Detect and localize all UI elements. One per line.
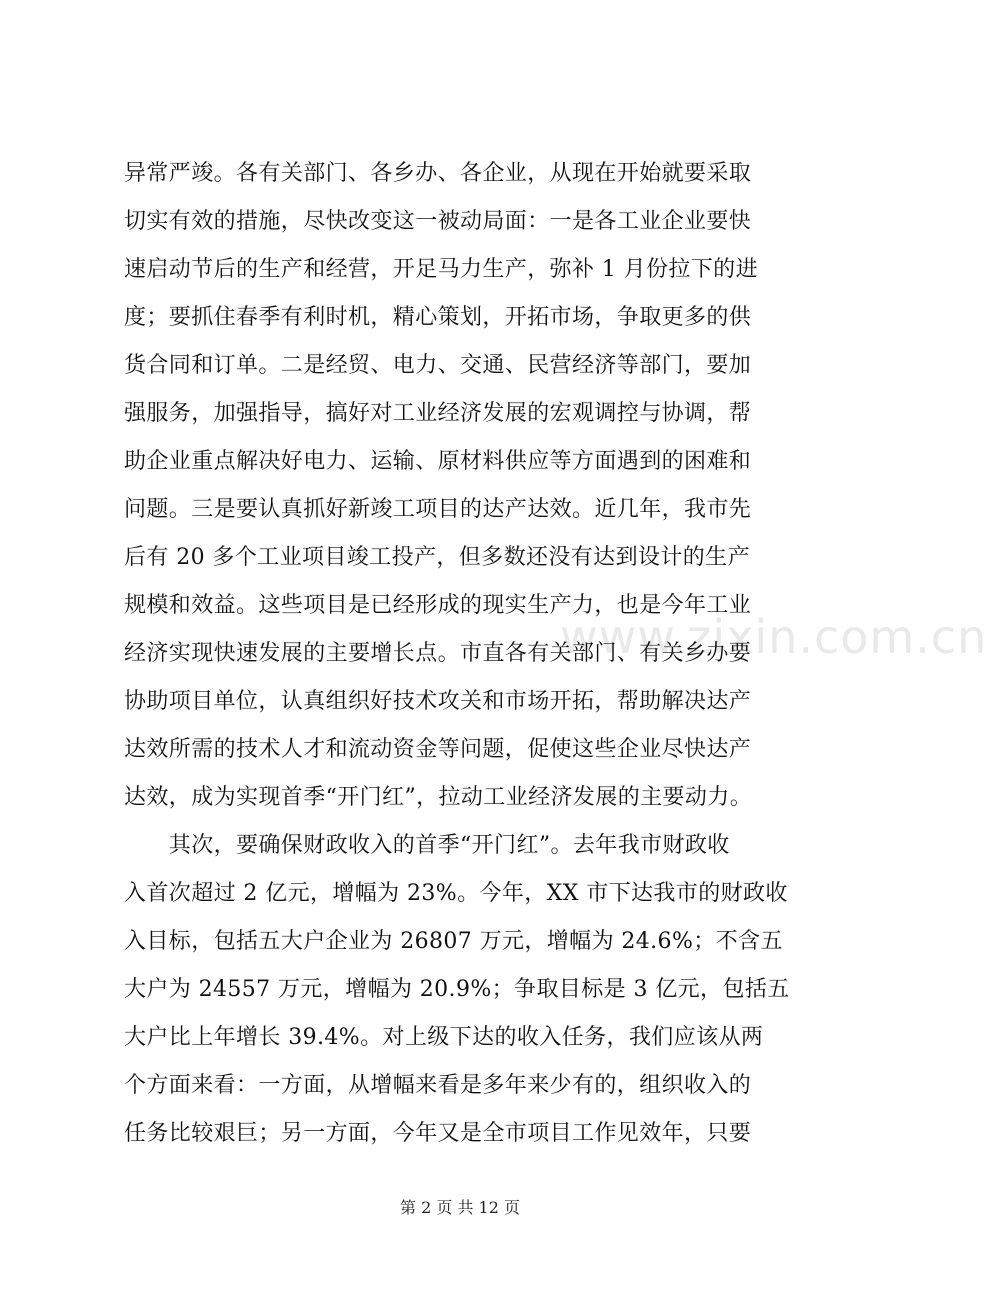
text-line: 货合同和订单。二是经贸、电力、交通、民营经济等部门，要加 (124, 353, 752, 378)
text-line: 大户比上年增长 39.4%。对上级下达的收入任务，我们应该从两 (124, 1025, 764, 1050)
text-line: 强服务，加强指导，搞好对工业经济发展的宏观调控与协调，帮 (124, 401, 752, 426)
text-line: 协助项目单位，认真组织好技术攻关和市场开拓，帮助解决达产 (124, 689, 752, 714)
watermark: www.zixin.com.cn (560, 610, 987, 664)
text-line: 入目标，包括五大户企业为 26807 万元，增幅为 24.6%；不含五 (124, 929, 783, 954)
text-line: 度；要抓住春季有利时机，精心策划，开拓市场，争取更多的供 (124, 305, 752, 330)
text-line: 助企业重点解决好电力、运输、原材料供应等方面遇到的困难和 (124, 449, 752, 474)
text-line: 入首次超过 2 亿元，增幅为 23%。今年，XX 市下达我市的财政收 (124, 881, 788, 906)
text-line: 任务比较艰巨；另一方面，今年又是全市项目工作见效年，只要 (124, 1121, 752, 1146)
text-line: 后有 20 多个工业项目竣工投产，但多数还没有达到设计的生产 (124, 545, 750, 570)
page-footer: 第 2 页 共 12 页 (400, 1198, 520, 1217)
text-line: 达效所需的技术人才和流动资金等问题，促使这些企业尽快达产 (124, 737, 752, 762)
body-text (124, 150, 804, 1158)
text-line: 异常严竣。各有关部门、各乡办、各企业，从现在开始就要采取 (124, 161, 752, 186)
text-line: 问题。三是要认真抓好新竣工项目的达产达效。近几年，我市先 (124, 497, 752, 522)
text-line: 达效，成为实现首季“开门红”，拉动工业经济发展的主要动力。 (124, 785, 753, 810)
text-line: 规模和效益。这些项目是已经形成的现实生产力，也是今年工业 (124, 593, 752, 618)
paragraph-start-line: 其次，要确保财政收入的首季“开门红”。去年我市财政收 (124, 833, 730, 858)
text-line: 个方面来看：一方面，从增幅来看是多年来少有的，组织收入的 (124, 1073, 752, 1098)
text-line: 经济实现快速发展的主要增长点。市直各有关部门、有关乡办要 (124, 641, 752, 666)
text-line: 大户为 24557 万元，增幅为 20.9%；争取目标是 3 亿元，包括五 (124, 977, 790, 1002)
text-line: 速启动节后的生产和经营，开足马力生产，弥补 1 月份拉下的进 (124, 257, 758, 282)
text-line: 切实有效的措施，尽快改变这一被动局面：一是各工业企业要快 (124, 209, 752, 234)
